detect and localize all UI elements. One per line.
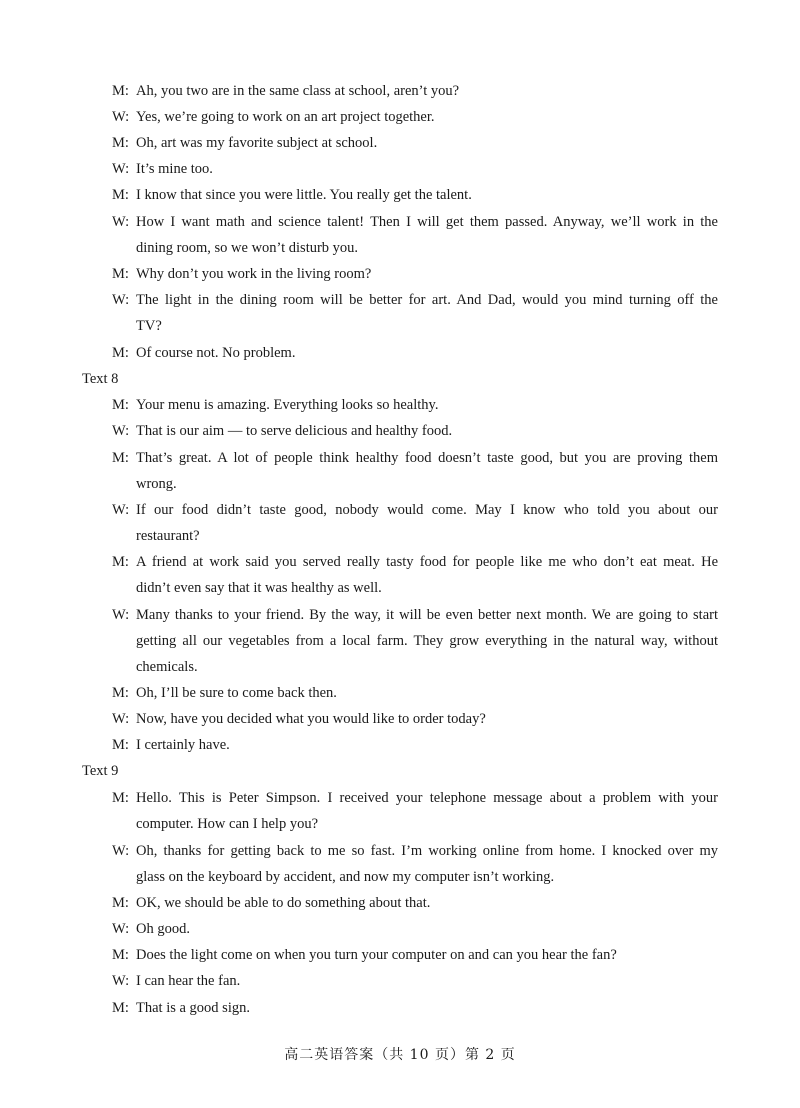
dialogue-line: Yes, we’re going to work on an art project together. [136, 109, 435, 125]
speaker-label: M: [112, 685, 129, 701]
dialogue-line: Oh good. [136, 921, 190, 937]
dialogue-continuation: dining room, so we won’t disturb you. [136, 240, 359, 256]
dialogue-line: The light in the dining room will be better for art. And Dad, would you mind turning off the [136, 292, 718, 308]
dialogue-line: That is our aim — to serve delicious and healthy food. [136, 423, 453, 439]
dialogue-line: It’s mine too. [136, 161, 213, 177]
dialogue-line: Oh, art was my favorite subject at school. [136, 135, 378, 151]
dialogue-line: I can hear the fan. [136, 973, 241, 989]
page-footer: 高二英语答案（共 10 页）第 2 页 [284, 1047, 516, 1063]
dialogue-line: OK, we should be able to do something about that. [136, 895, 431, 911]
speaker-label: M: [112, 737, 129, 753]
speaker-label: W: [112, 921, 130, 937]
section-heading: Text 9 [82, 763, 119, 779]
speaker-label: W: [112, 214, 130, 230]
speaker-label: M: [112, 947, 129, 963]
speaker-label: M: [112, 1000, 129, 1016]
dialogue-line: Now, have you decided what you would like to order today? [136, 711, 486, 727]
dialogue-line: That is a good sign. [136, 1000, 250, 1016]
dialogue-line: A friend at work said you served really tasty food for people like me who don’t eat meat. He [136, 554, 718, 570]
dialogue-continuation: chemicals. [136, 659, 198, 675]
speaker-label: M: [112, 895, 129, 911]
dialogue-continuation: getting all our vegetables from a local farm. They grow everything in the natural way, without [136, 633, 718, 649]
speaker-label: W: [112, 711, 130, 727]
speaker-label: W: [112, 843, 130, 859]
speaker-label: M: [112, 397, 129, 413]
speaker-label: W: [112, 423, 130, 439]
dialogue-continuation: glass on the keyboard by accident, and now my computer isn’t working. [136, 869, 555, 885]
speaker-label: M: [112, 554, 129, 570]
dialogue-line: Why don’t you work in the living room? [136, 266, 372, 282]
dialogue-continuation: wrong. [136, 476, 177, 492]
dialogue-line: Of course not. No problem. [136, 345, 296, 361]
speaker-label: M: [112, 790, 129, 806]
speaker-label: W: [112, 109, 130, 125]
dialogue-continuation: computer. How can I help you? [136, 816, 319, 832]
dialogue-line: Hello. This is Peter Simpson. I received your telephone message about a problem with your [136, 790, 718, 806]
speaker-label: M: [112, 135, 129, 151]
speaker-label: M: [112, 450, 129, 466]
dialogue-line: If our food didn’t taste good, nobody would come. May I know who told you about our [136, 502, 718, 518]
dialogue-line: Oh, thanks for getting back to me so fast. I’m working online from home. I knocked over my [136, 843, 718, 859]
dialogue-continuation: didn’t even say that it was healthy as well. [136, 580, 382, 596]
speaker-label: W: [112, 161, 130, 177]
dialogue-line: Ah, you two are in the same class at school, aren’t you? [136, 83, 460, 99]
dialogue-continuation: restaurant? [136, 528, 200, 544]
dialogue-line: Oh, I’ll be sure to come back then. [136, 685, 337, 701]
section-heading: Text 8 [82, 371, 119, 387]
dialogue-line: Does the light come on when you turn your computer on and can you hear the fan? [136, 947, 617, 963]
speaker-label: M: [112, 266, 129, 282]
speaker-label: M: [112, 345, 129, 361]
dialogue-line: I know that since you were little. You really get the talent. [136, 187, 472, 203]
dialogue-line: Your menu is amazing. Everything looks so healthy. [136, 397, 439, 413]
speaker-label: W: [112, 502, 130, 518]
speaker-label: W: [112, 292, 130, 308]
dialogue-line: How I want math and science talent! Then I will get them passed. Anyway, we’ll work in the [136, 214, 718, 230]
speaker-label: W: [112, 607, 130, 623]
speaker-label: M: [112, 83, 129, 99]
dialogue-line: Many thanks to your friend. By the way, it will be even better next month. We are going to start [136, 607, 718, 623]
dialogue-line: That’s great. A lot of people think healthy food doesn’t taste good, but you are proving them [136, 450, 718, 466]
speaker-label: M: [112, 187, 129, 203]
speaker-label: W: [112, 973, 130, 989]
dialogue-continuation: TV? [136, 318, 162, 334]
dialogue-line: I certainly have. [136, 737, 230, 753]
